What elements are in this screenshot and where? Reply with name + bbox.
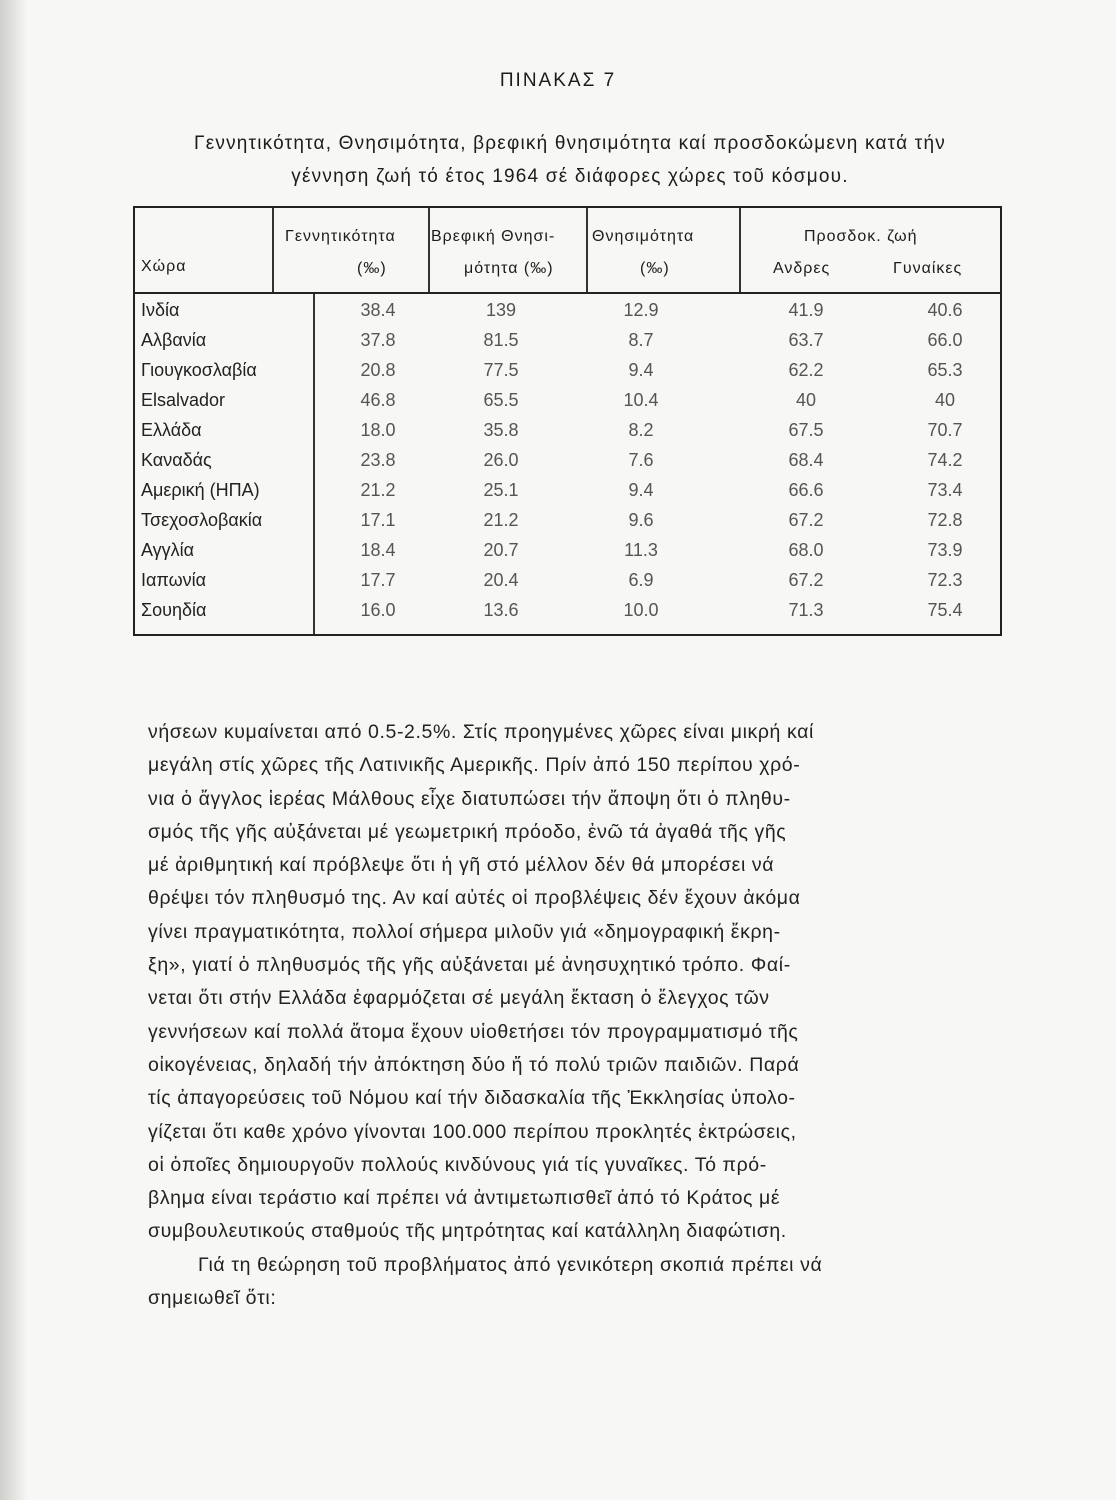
cell-life-women: 75.4 [927, 600, 963, 620]
cell-birth-rate: 21.2 [360, 480, 396, 500]
cell-country: Αλβανία [141, 330, 207, 350]
body-paragraph [148, 716, 1013, 1315]
text-line: νεται ὅτι στήν Ελλάδα ἐφαρμόζεται σέ μεγάλη ἔκταση ὁ ἔλεγχος τῶν [148, 987, 770, 1010]
cell-mortality: 9.4 [628, 360, 654, 380]
cell-mortality: 7.6 [628, 450, 654, 470]
cell-infant-mortality: 139 [485, 300, 517, 320]
text-line: συμβουλευτικούς σταθμούς τῆς μητρότητας καί κατάλληλη διαφώτιση. [148, 1220, 787, 1243]
cell-life-women: 40 [934, 390, 956, 410]
cell-birth-rate: 18.0 [360, 420, 396, 440]
cell-country: Ινδία [141, 300, 180, 320]
text-line: μέ ἀριθμητική καί πρόβλεψε ὅτι ἡ γῆ στό μέλλον δέν θά μπορέσει νά [148, 854, 775, 877]
text-line: μεγάλη στίς χῶρες τῆς Λατινικῆς Αμερικῆς. Πρίν ἀπό 150 περίπου χρό- [148, 754, 801, 777]
cell-life-women: 66.0 [927, 330, 963, 350]
cell-life-women: 73.9 [927, 540, 963, 560]
table-row [135, 330, 1000, 360]
table-caption [120, 127, 1020, 193]
cell-country: Τσεχοσλοβακία [141, 510, 263, 530]
table-row [135, 360, 1000, 390]
caption-line-2: γέννηση ζωή τό έτος 1964 σέ διάφορες χώρες τοῦ κόσμου. [291, 166, 849, 187]
column-divider [586, 208, 588, 292]
header-life-expectancy: Προσδοκ. ζωή [804, 228, 918, 245]
column-divider [272, 208, 274, 292]
statistics-table [133, 206, 1002, 636]
table-row [135, 540, 1000, 570]
cell-mortality: 10.0 [623, 600, 659, 620]
table-number: ΠΙΝΑΚΑΣ 7 [499, 70, 617, 91]
text-line: βλημα είναι τεράστιο καί πρέπει νά ἀντιμετωπισθεῖ ἀπό τό Κράτος μέ [148, 1187, 781, 1210]
header-mortality-unit: (‰) [640, 260, 670, 277]
table-row [135, 300, 1000, 330]
cell-birth-rate: 46.8 [360, 390, 396, 410]
cell-mortality: 10.4 [623, 390, 659, 410]
text-line: σμός τῆς γῆς αὐξάνεται μέ γεωμετρική πρόοδο, ἐνῶ τά ἀγαθά τῆς γῆς [148, 820, 787, 843]
header-birth-rate-unit: (‰) [357, 260, 387, 277]
cell-mortality: 12.9 [623, 300, 659, 320]
cell-life-men: 71.3 [788, 600, 824, 620]
cell-life-women: 40.6 [927, 300, 963, 320]
table-row [135, 420, 1000, 450]
cell-birth-rate: 37.8 [360, 330, 396, 350]
cell-life-women: 72.8 [927, 510, 963, 530]
cell-birth-rate: 20.8 [360, 360, 396, 380]
cell-infant-mortality: 20.7 [483, 540, 519, 560]
text-line: οἱ ὁποῖες δημιουργοῦν πολλούς κινδύνους γιά τίς γυναῖκες. Τό πρό- [148, 1153, 767, 1176]
column-divider [428, 208, 430, 292]
header-men: Ανδρες [773, 260, 831, 277]
cell-infant-mortality: 35.8 [483, 420, 519, 440]
cell-infant-mortality: 77.5 [483, 360, 519, 380]
cell-infant-mortality: 81.5 [483, 330, 519, 350]
caption-line-1: Γεννητικότητα, Θνησιμότητα, βρεφική θνησιμότητα καί προσδοκώμενη κατά τήν [194, 133, 946, 154]
cell-birth-rate: 17.7 [360, 570, 396, 590]
cell-country: Ελλάδα [141, 420, 202, 440]
table-row [135, 450, 1000, 480]
page-binding-shadow [0, 0, 28, 1500]
cell-mortality: 8.2 [628, 420, 654, 440]
cell-infant-mortality: 20.4 [483, 570, 519, 590]
text-line: σημειωθεῖ ὅτι: [148, 1287, 277, 1310]
header-country: Χώρα [141, 258, 187, 275]
text-line: γίνει πραγματικότητα, πολλοί σήμερα μιλοῦν γιά «δημογραφική ἔκρη- [148, 920, 781, 943]
header-separator [135, 292, 1000, 294]
cell-life-men: 41.9 [788, 300, 824, 320]
header-infant-mortality-unit: μότητα (‰) [464, 260, 554, 277]
cell-life-women: 72.3 [927, 570, 963, 590]
cell-birth-rate: 38.4 [360, 300, 396, 320]
cell-mortality: 8.7 [628, 330, 654, 350]
header-birth-rate: Γεννητικότητα [285, 228, 396, 245]
text-line: ξη», γιατί ὁ πληθυσμός τῆς γῆς αὐξάνεται μέ ἀνησυχητικό τρόπο. Φαί- [148, 954, 791, 977]
cell-birth-rate: 17.1 [360, 510, 396, 530]
cell-country: Γιουγκοσλαβία [141, 360, 257, 380]
text-line: γεννήσεων καί πολλά ἄτομα ἔχουν υἱοθετήσει τόν προγραμματισμό τῆς [148, 1020, 799, 1043]
cell-birth-rate: 16.0 [360, 600, 396, 620]
cell-infant-mortality: 13.6 [483, 600, 519, 620]
cell-country: Αμερική (ΗΠΑ) [141, 480, 260, 500]
text-line: οἰκογένειας, δηλαδή τήν ἀπόκτηση δύο ἤ τό πολύ τριῶν παιδιῶν. Παρά [148, 1053, 800, 1076]
table-row [135, 570, 1000, 600]
cell-life-men: 40 [795, 390, 817, 410]
text-line: νήσεων κυμαίνεται από 0.5-2.5%. Στίς προηγμένες χῶρες είναι μικρή καί [148, 721, 814, 743]
cell-country: Σουηδία [141, 600, 207, 620]
cell-life-men: 67.5 [788, 420, 824, 440]
cell-country: Ιαπωνία [141, 570, 207, 590]
cell-life-men: 67.2 [788, 570, 824, 590]
text-line: τίς ἀπαγορεύσεις τοῦ Νόμου καί τήν διδασκαλία τῆς Ἐκκλησίας ὑπολο- [148, 1087, 796, 1110]
cell-life-men: 62.2 [788, 360, 824, 380]
table-row [135, 480, 1000, 510]
cell-country: Elsalvador [141, 390, 226, 410]
column-divider [739, 208, 741, 292]
cell-life-men: 63.7 [788, 330, 824, 350]
cell-birth-rate: 18.4 [360, 540, 396, 560]
table-row [135, 510, 1000, 540]
table-row [135, 390, 1000, 420]
text-line: γίζεται ὅτι καθε χρόνο γίνονται 100.000 περίπου προκλητές ἐκτρώσεις, [148, 1120, 797, 1143]
cell-infant-mortality: 21.2 [483, 510, 519, 530]
cell-mortality: 9.4 [628, 480, 654, 500]
cell-infant-mortality: 25.1 [483, 480, 519, 500]
header-infant-mortality: Βρεφική Θνησι- [431, 228, 556, 245]
cell-life-women: 70.7 [927, 420, 963, 440]
cell-life-men: 68.4 [788, 450, 824, 470]
cell-life-women: 74.2 [927, 450, 963, 470]
header-women: Γυναίκες [893, 260, 963, 277]
cell-life-men: 68.0 [788, 540, 824, 560]
cell-life-men: 66.6 [788, 480, 824, 500]
table-row [135, 600, 1000, 630]
cell-mortality: 9.6 [628, 510, 654, 530]
cell-birth-rate: 23.8 [360, 450, 396, 470]
cell-country: Αγγλία [141, 540, 195, 560]
cell-life-men: 67.2 [788, 510, 824, 530]
cell-mortality: 6.9 [628, 570, 654, 590]
cell-infant-mortality: 65.5 [483, 390, 519, 410]
cell-country: Καναδάς [141, 450, 212, 470]
cell-infant-mortality: 26.0 [483, 450, 519, 470]
header-mortality: Θνησιμότητα [592, 228, 695, 245]
cell-life-women: 73.4 [927, 480, 963, 500]
text-line: νια ὁ ἄγγλος ἱερέας Μάλθους εἶχε διατυπώσει τήν ἄποψη ὅτι ὁ πληθυ- [148, 787, 791, 810]
cell-mortality: 11.3 [624, 540, 658, 560]
text-line: θρέψει τόν πληθυσμό της. Αν καί αὐτές οἱ προβλέψεις δέν ἔχουν ἀκόμα [148, 887, 801, 910]
cell-life-women: 65.3 [927, 360, 963, 380]
text-line-indented: Γιά τη θεώρηση τοῦ προβλήματος ἀπό γενικότερη σκοπιά πρέπει νά [198, 1253, 823, 1276]
